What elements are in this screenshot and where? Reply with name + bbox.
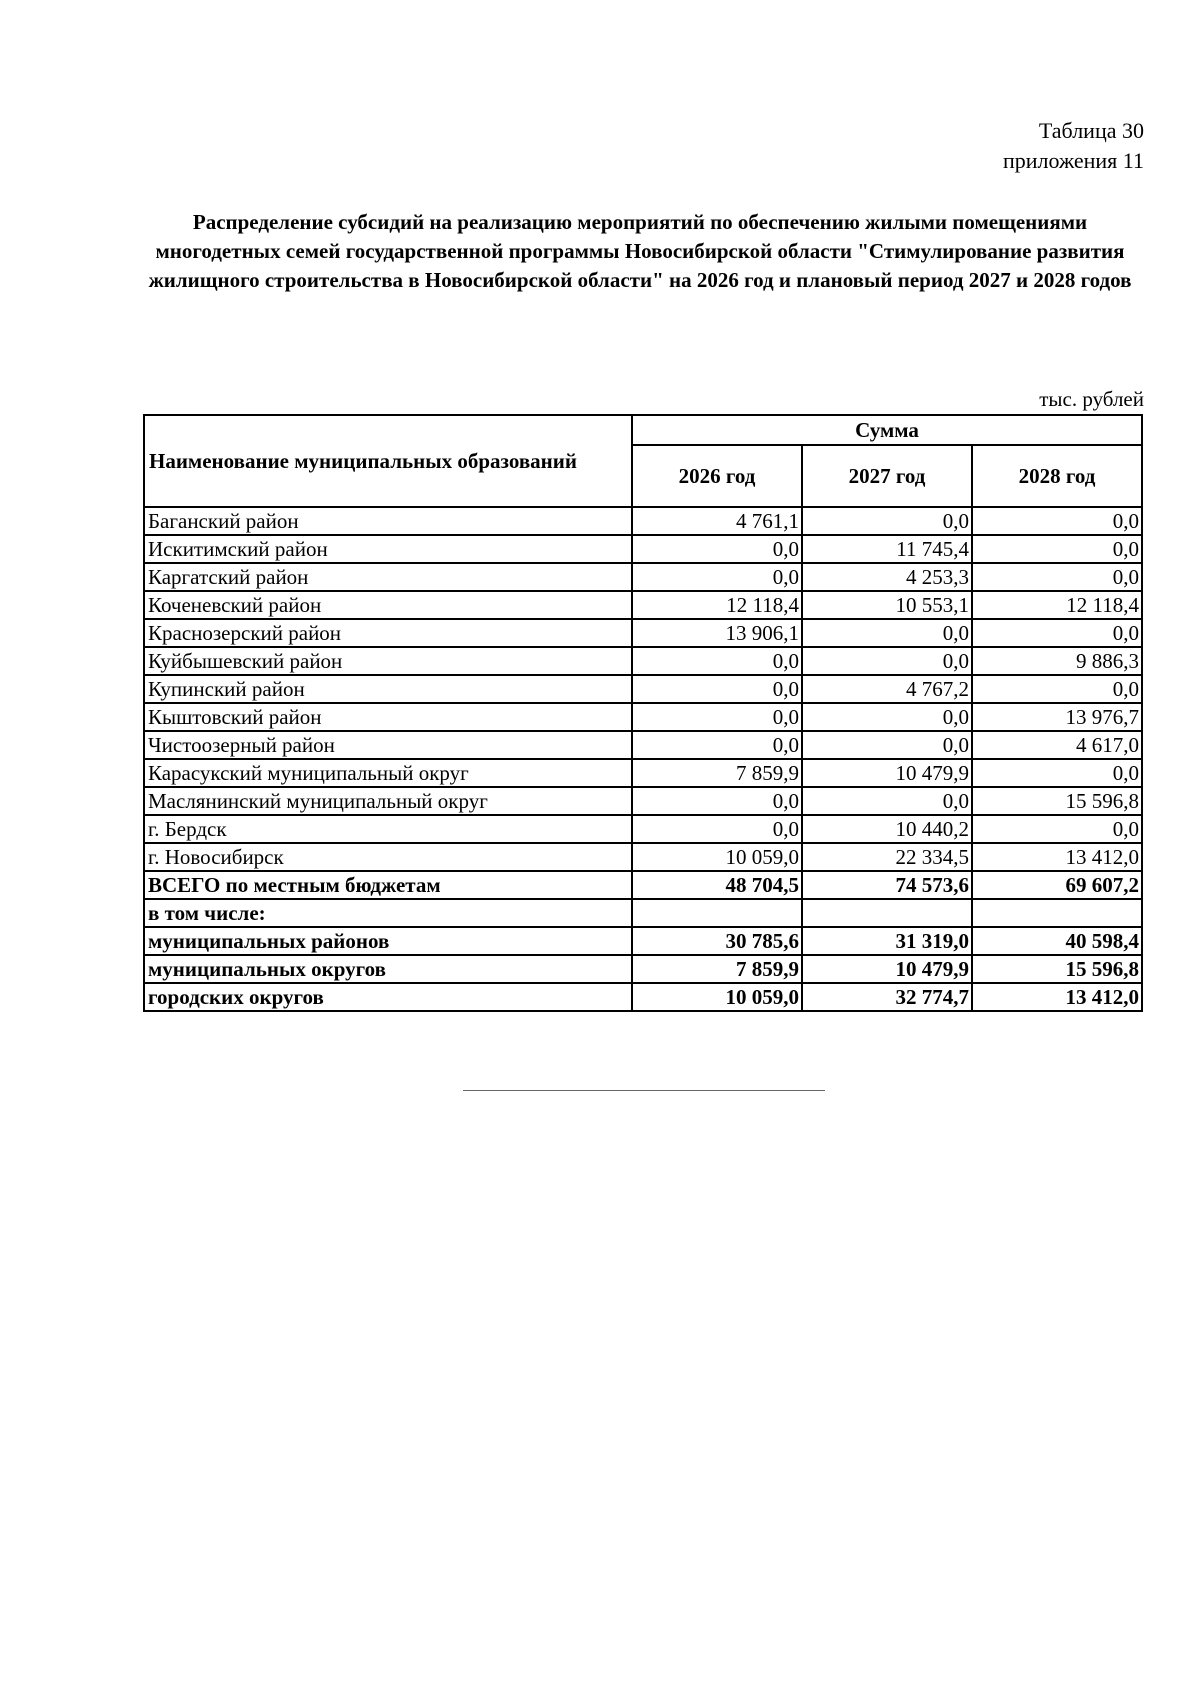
table-row	[144, 703, 1142, 731]
breakdown-2026: 30 785,6	[632, 927, 802, 955]
value-2028: 0,0	[972, 675, 1142, 703]
column-header-2026: 2026 год	[632, 445, 802, 507]
breakdown-2027: 31 319,0	[802, 927, 972, 955]
value-2028: 13 976,7	[972, 703, 1142, 731]
municipality-name: Чистоозерный район	[144, 731, 632, 759]
value-2026: 0,0	[632, 563, 802, 591]
value-2027: 0,0	[802, 507, 972, 535]
value-2026: 13 906,1	[632, 619, 802, 647]
column-header-2027: 2027 год	[802, 445, 972, 507]
value-2028: 13 412,0	[972, 843, 1142, 871]
municipality-name: Кыштовский район	[144, 703, 632, 731]
breakdown-2027: 32 774,7	[802, 983, 972, 1011]
value-2026: 7 859,9	[632, 759, 802, 787]
column-header-2028: 2028 год	[972, 445, 1142, 507]
including-label: в том числе:	[144, 899, 632, 927]
value-2027: 10 553,1	[802, 591, 972, 619]
value-2027: 11 745,4	[802, 535, 972, 563]
breakdown-label: городских округов	[144, 983, 632, 1011]
municipality-name: Маслянинский муниципальный округ	[144, 787, 632, 815]
table-row	[144, 507, 1142, 535]
column-header-sum: Сумма	[632, 415, 1142, 445]
value-2028: 4 617,0	[972, 731, 1142, 759]
total-2026: 48 704,5	[632, 871, 802, 899]
breakdown-2028: 13 412,0	[972, 983, 1142, 1011]
municipality-name: Куйбышевский район	[144, 647, 632, 675]
breakdown-2026: 10 059,0	[632, 983, 802, 1011]
total-2028: 69 607,2	[972, 871, 1142, 899]
total-2027: 74 573,6	[802, 871, 972, 899]
subsidies-table	[143, 414, 1143, 1012]
municipality-name: г. Новосибирск	[144, 843, 632, 871]
value-2028: 9 886,3	[972, 647, 1142, 675]
value-2026: 0,0	[632, 703, 802, 731]
value-2026: 0,0	[632, 647, 802, 675]
units-label: тыс. рублей	[1039, 387, 1144, 411]
including-row	[144, 899, 1142, 927]
municipality-name: Каргатский район	[144, 563, 632, 591]
value-2026: 0,0	[632, 535, 802, 563]
value-2027: 0,0	[802, 619, 972, 647]
value-2026: 4 761,1	[632, 507, 802, 535]
table-row	[144, 731, 1142, 759]
value-2028: 0,0	[972, 815, 1142, 843]
value-2028: 0,0	[972, 563, 1142, 591]
table-header-row	[144, 415, 1142, 445]
value-2026: 0,0	[632, 815, 802, 843]
table-row	[144, 591, 1142, 619]
appendix-label: приложения 11	[1002, 148, 1144, 173]
table-reference	[744, 116, 1144, 176]
municipality-name: г. Бердск	[144, 815, 632, 843]
breakdown-2028: 40 598,4	[972, 927, 1142, 955]
table-row	[144, 815, 1142, 843]
empty-cell	[632, 899, 802, 927]
value-2027: 22 334,5	[802, 843, 972, 871]
table-row	[144, 787, 1142, 815]
municipality-name: Краснозерский район	[144, 619, 632, 647]
breakdown-2027: 10 479,9	[802, 955, 972, 983]
value-2026: 10 059,0	[632, 843, 802, 871]
breakdown-2026: 7 859,9	[632, 955, 802, 983]
table-row	[144, 647, 1142, 675]
value-2026: 12 118,4	[632, 591, 802, 619]
breakdown-row	[144, 955, 1142, 983]
table-row	[144, 759, 1142, 787]
value-2026: 0,0	[632, 787, 802, 815]
value-2027: 10 479,9	[802, 759, 972, 787]
value-2028: 15 596,8	[972, 787, 1142, 815]
column-header-municipality: Наименование муниципальных образований	[144, 415, 632, 507]
value-2026: 0,0	[632, 731, 802, 759]
value-2028: 12 118,4	[972, 591, 1142, 619]
value-2027: 0,0	[802, 731, 972, 759]
total-row	[144, 871, 1142, 899]
municipality-name: Купинский район	[144, 675, 632, 703]
municipality-name: Карасукский муниципальный округ	[144, 759, 632, 787]
breakdown-2028: 15 596,8	[972, 955, 1142, 983]
empty-cell	[802, 899, 972, 927]
total-label: ВСЕГО по местным бюджетам	[144, 871, 632, 899]
breakdown-label: муниципальных районов	[144, 927, 632, 955]
end-divider-line	[463, 1090, 825, 1091]
value-2027: 4 253,3	[802, 563, 972, 591]
breakdown-label: муниципальных округов	[144, 955, 632, 983]
value-2027: 0,0	[802, 703, 972, 731]
value-2028: 0,0	[972, 619, 1142, 647]
value-2027: 10 440,2	[802, 815, 972, 843]
table-number-label: Таблица 30	[1038, 118, 1144, 143]
breakdown-row	[144, 927, 1142, 955]
value-2027: 4 767,2	[802, 675, 972, 703]
municipality-name: Коченевский район	[144, 591, 632, 619]
table-row	[144, 619, 1142, 647]
document-title: Распределение субсидий на реализацию мероприятий по обеспечению жилыми помещениями многодетных семей государственной программы Новосибирской области "Стимулирование развития жилищного строительства в Новосибирской области" на 2026 год и плановый период 2027 и 2028 годов	[148, 210, 1132, 292]
value-2028: 0,0	[972, 759, 1142, 787]
value-2028: 0,0	[972, 535, 1142, 563]
municipality-name: Искитимский район	[144, 535, 632, 563]
empty-cell	[972, 899, 1142, 927]
table-row	[144, 563, 1142, 591]
table-row	[144, 675, 1142, 703]
value-2027: 0,0	[802, 647, 972, 675]
municipality-name: Баганский район	[144, 507, 632, 535]
value-2027: 0,0	[802, 787, 972, 815]
table-row	[144, 843, 1142, 871]
table-row	[144, 535, 1142, 563]
value-2026: 0,0	[632, 675, 802, 703]
value-2028: 0,0	[972, 507, 1142, 535]
breakdown-row	[144, 983, 1142, 1011]
